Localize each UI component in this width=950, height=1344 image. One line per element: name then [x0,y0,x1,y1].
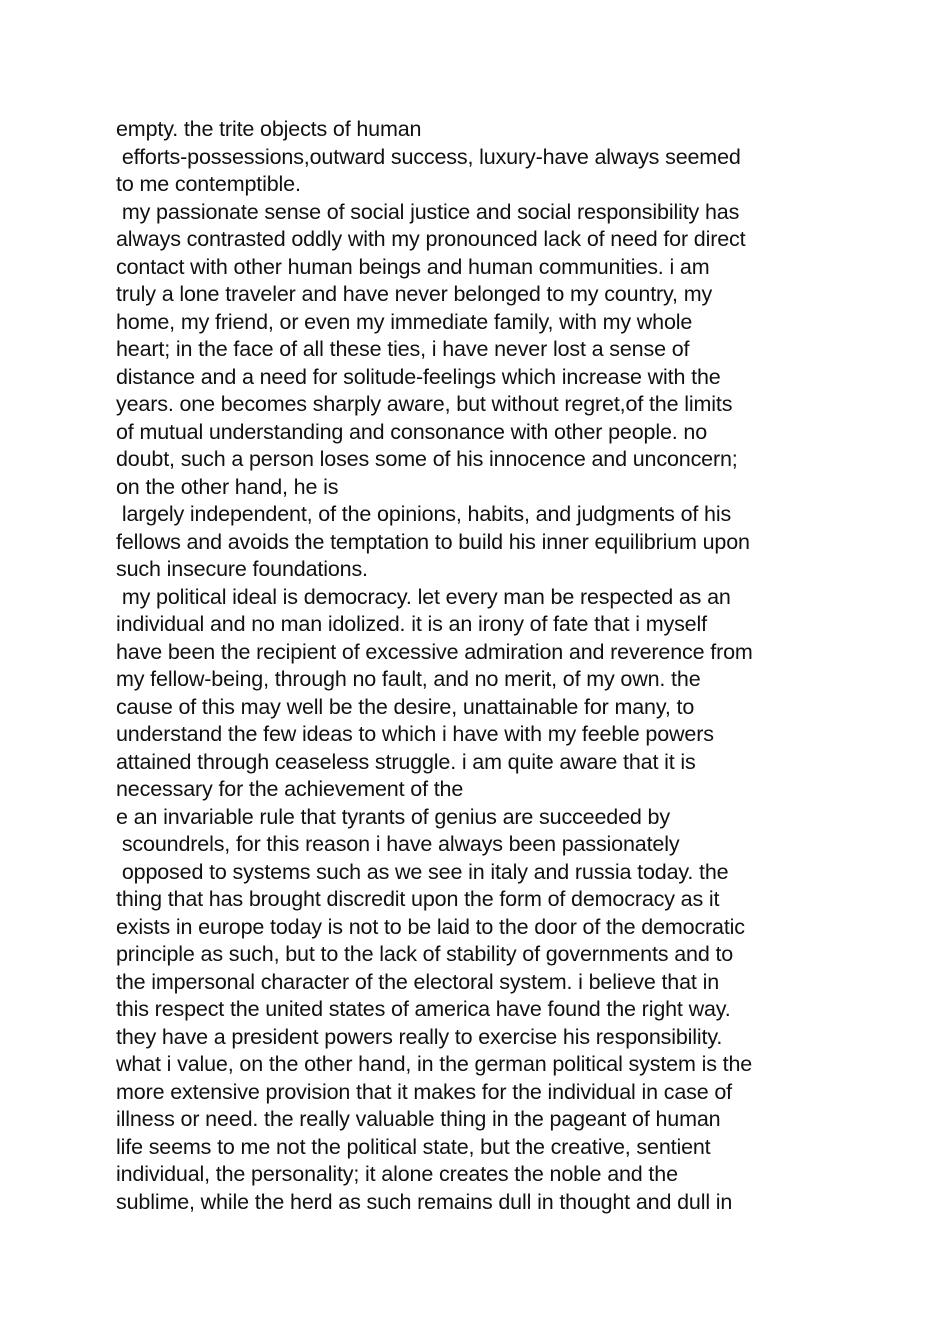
text-line: my political ideal is democracy. let every man be respected as an [116,584,731,609]
text-line: scoundrels, for this reason i have always been passionately [116,832,680,856]
text-line: attained through ceaseless struggle. i am quite aware that it is [116,749,696,774]
text-line: what i value, on the other hand, in the german political system is the [116,1052,753,1076]
text-line: my passionate sense of social justice and social responsibility has [116,199,740,224]
text-line: efforts-possessions,outward success, luxury-have always seemed [116,144,741,169]
text-line: this respect the united states of america have found the right way. [116,997,731,1021]
text-line: fellows and avoids the temptation to build his inner equilibrium upon [116,529,750,554]
text-line: heart; in the face of all these ties, i have never lost a sense of [116,337,690,361]
text-line: have been the recipient of excessive admiration and reverence from [116,639,753,664]
text-line: contact with other human beings and human communities. i am [116,254,710,279]
text-line: they have a president powers really to exercise his responsibility. [116,1024,723,1049]
text-line: principle as such, but to the lack of stability of governments and to [116,942,734,966]
text-line: more extensive provision that it makes for the individual in case of [116,1079,732,1104]
text-line: the impersonal character of the electoral system. i believe that in [116,969,720,994]
text-line: to me contemptible. [116,172,301,196]
text-line: years. one becomes sharply aware, but without regret,of the limits [116,392,733,416]
text-line: largely independent, of the opinions, habits, and judgments of his [116,502,732,526]
text-line: empty. the trite objects of human [116,117,422,141]
text-line: individual, the personality; it alone creates the noble and the [116,1162,678,1186]
text-line: on the other hand, he is [116,474,339,499]
text-line: cause of this may well be the desire, unattainable for many, to [116,694,695,719]
text-line: my fellow-being, through no fault, and no merit, of my own. the [116,667,701,691]
text-line: sublime, while the herd as such remains dull in thought and dull in [116,1189,733,1214]
text-line: doubt, such a person loses some of his innocence and unconcern; [116,447,738,471]
text-line: thing that has brought discredit upon the form of democracy as it [116,887,720,911]
document-page [116,116,856,1216]
text-line: e an invariable rule that tyrants of genius are succeeded by [116,804,670,829]
text-line: home, my friend, or even my immediate family, with my whole [116,309,693,334]
text-line: life seems to me not the political state, but the creative, sentient [116,1134,711,1159]
text-line: such insecure foundations. [116,557,368,581]
text-line: of mutual understanding and consonance with other people. no [116,419,708,444]
text-line: always contrasted oddly with my pronounced lack of need for direct [116,227,746,251]
text-line: necessary for the achievement of the [116,777,464,801]
text-line: opposed to systems such as we see in italy and russia today. the [116,859,729,884]
text-line: truly a lone traveler and have never belonged to my country, my [116,282,713,306]
text-line: understand the few ideas to which i have with my feeble powers [116,722,714,746]
text-line: illness or need. the really valuable thing in the pageant of human [116,1107,721,1131]
text-line: distance and a need for solitude-feelings which increase with the [116,364,721,389]
text-line: exists in europe today is not to be laid to the door of the democratic [116,914,745,939]
text-line: individual and no man idolized. it is an irony of fate that i myself [116,612,707,636]
